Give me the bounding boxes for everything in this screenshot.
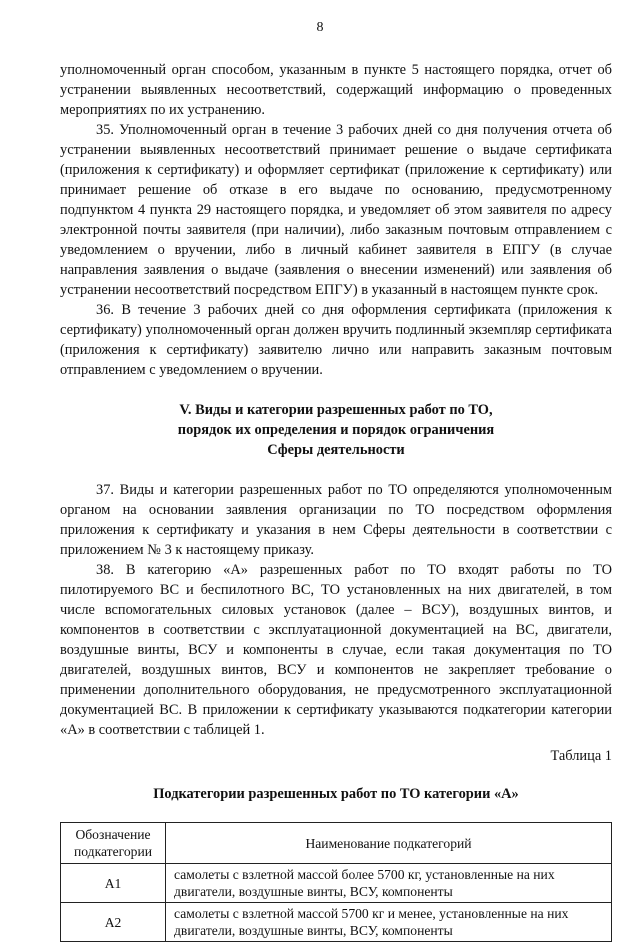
subcategory-name: самолеты с взлетной массой более 5700 кг, установленные на них двигатели, воздушные винты, ВСУ, компоненты [166,864,612,903]
paragraph-continuation: уполномоченный орган способом, указанным в пункте 5 настоящего порядка, отчет об устранении выявленных несоответствий, содержащий информацию о проведенных мероприятиях по их устранению. [60,62,612,118]
paragraph-37: 37. Виды и категории разрешенных работ по ТО определяются уполномоченным органом на основании заявления организации по ТО посредством оформления приложения к сертификату и указания в нем Сферы деятельности в соответствии с приложением № 3 к настоящему приказу. [60,482,612,558]
table-header-row [61,823,612,864]
header-name: Наименование подкатегорий [166,823,612,864]
subcategory-name: самолеты с взлетной массой 5700 кг и менее, установленные на них двигатели, воздушные винты, ВСУ, компоненты [166,903,612,942]
document-body [60,60,612,942]
paragraph-35: 35. Уполномоченный орган в течение 3 рабочих дней со дня получения отчета об устранении выявленных несоответствий принимает решение о выдаче сертификата (приложения к сертификату) и оформляет сертификат (приложение к сертификату) или принимает решение об отказе в его выдаче по основанию, предусмотренному подпунктом 4 пункта 29 настоящего порядка, и уведомляет об этом заявителя по адресу электронной почты заявителя (при наличии), либо заказным почтовым отправлением с уведомлением о вручении, либо в личный кабинет заявителя в ЕПГУ (в случае направления заявления о выдаче (заявления о внесении изменений) или заявления об устранении несоответствий посредством ЕПГУ) в указанный в настоящем пункте срок. [60,122,612,298]
section-title-line: Сферы деятельности [267,442,405,458]
page-number: 8 [316,20,324,35]
subcategory-code: А1 [61,864,166,903]
subcategories-table [60,822,612,942]
table-row [61,864,612,903]
section-title-line: V. Виды и категории разрешенных работ по ТО, [179,402,493,418]
table-title: Подкатегории разрешенных работ по ТО категории «А» [153,786,519,802]
table-row [61,903,612,942]
section-title [60,400,612,460]
paragraph-38: 38. В категорию «А» разрешенных работ по ТО входят работы по ТО пилотируемого ВС и беспилотного ВС, ТО установленных на них двигателей, в том числе вспомогательных силовых установок (далее – ВСУ), воздушных винтов, и компонентов в соответствии с эксплуатационной документацией на ВС, двигатели, воздушные винты, ВСУ и компоненты в случае, если такая документация по ТО двигателей, воздушных винтов, ВСУ и компонентов не закрепляет требование о применении дополнительного оборудования, не предусмотренного эксплуатационной документацией ВС. В приложении к сертификату указываются подкатегории категории «А» в соответствии с таблицей 1. [60,562,612,738]
header-code: Обозначение подкатегории [61,823,166,864]
table-label: Таблица 1 [550,748,612,764]
subcategory-code: А2 [61,903,166,942]
section-title-line: порядок их определения и порядок ограничения [177,422,495,438]
paragraph-36: 36. В течение 3 рабочих дней со дня оформления сертификата (приложения к сертификату) уполномоченный орган должен вручить подлинный экземпляр сертификата (приложения к сертификату) заявителю лично или направить заказным почтовым отправлением с уведомлением о вручении. [60,302,612,378]
